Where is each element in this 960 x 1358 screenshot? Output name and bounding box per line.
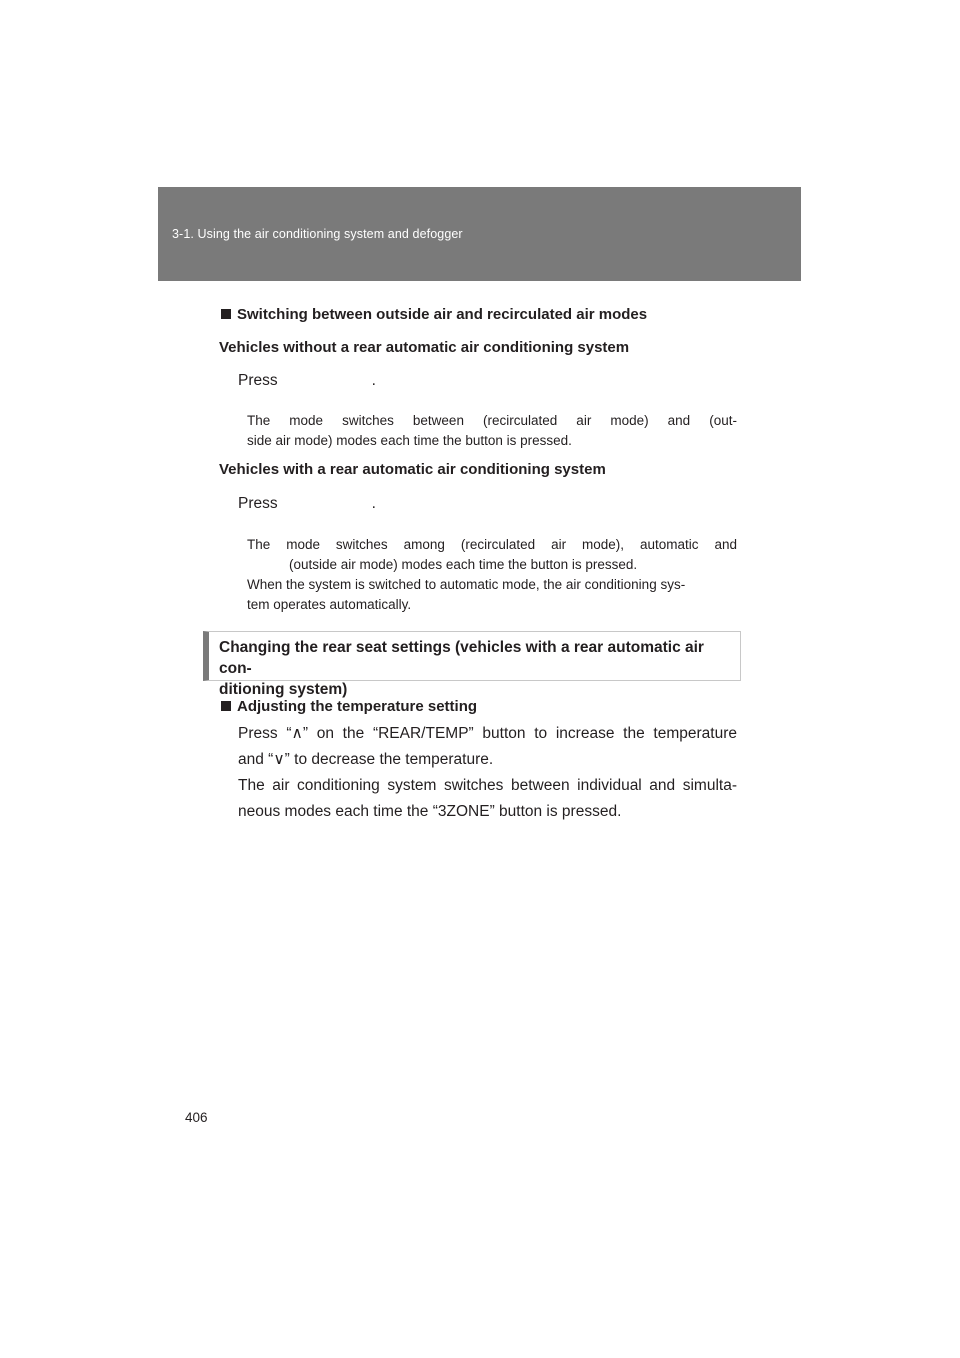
note-line (247, 535, 737, 555)
note-text: (recirculated air mode), automatic and (460, 537, 737, 552)
note-line: When the system is switched to automatic mode, the air conditioning sys- (247, 577, 686, 592)
section-title-box (203, 631, 741, 698)
section-title-line: ditioning system) (219, 681, 348, 698)
note-text: The mode switches between (247, 413, 464, 428)
paragraph-line: neous modes each time the “3ZONE” button is pressed. (238, 803, 622, 820)
note-text: (recirculated air mode) and (483, 413, 691, 428)
press-instruction-2 (238, 495, 376, 513)
paragraph-line: and “∨” to decrease the temperature. (238, 751, 494, 768)
section-title-line: Changing the rear seat settings (vehicles with a rear automatic air con- (219, 639, 704, 677)
press-label: Press (238, 495, 278, 512)
section-heading-text: Adjusting the temperature setting (237, 698, 478, 715)
bullet-square-icon (221, 701, 231, 711)
subheading-with-rear-ac: Vehicles with a rear automatic air conditioning system (219, 461, 606, 478)
press-instruction-1 (238, 372, 376, 390)
section-heading-air-modes (221, 306, 647, 323)
note-line (247, 411, 737, 431)
press-end: . (371, 372, 376, 389)
press-label: Press (238, 372, 278, 389)
section-title (219, 637, 739, 700)
note-line: (outside air mode) modes each time the button is pressed. (289, 557, 638, 572)
paragraph-line: Press “∧” on the “REAR/TEMP” button to increase the temperature (238, 725, 737, 742)
note-text: (out- (709, 413, 737, 428)
section-heading-temperature (221, 698, 477, 715)
paragraph-line: The air conditioning system switches between individual and simulta- (238, 777, 737, 794)
bullet-square-icon (221, 309, 231, 319)
paragraph-3zone (238, 773, 737, 825)
section-heading-text: Switching between outside air and recirculated air modes (237, 306, 648, 323)
paragraph-temperature (238, 721, 737, 773)
chapter-header-band (158, 187, 801, 281)
note-with-rear-ac (247, 535, 737, 615)
note-line: tem operates automatically. (247, 597, 412, 612)
note-line: side air mode) modes each time the button is pressed. (247, 433, 572, 448)
note-without-rear-ac (247, 411, 737, 451)
note-text: The mode switches among (247, 537, 445, 552)
page-number: 406 (185, 1110, 208, 1125)
breadcrumb: 3-1. Using the air conditioning system and defogger (172, 227, 463, 241)
subheading-without-rear-ac: Vehicles without a rear automatic air conditioning system (219, 339, 630, 356)
press-end: . (371, 495, 376, 512)
